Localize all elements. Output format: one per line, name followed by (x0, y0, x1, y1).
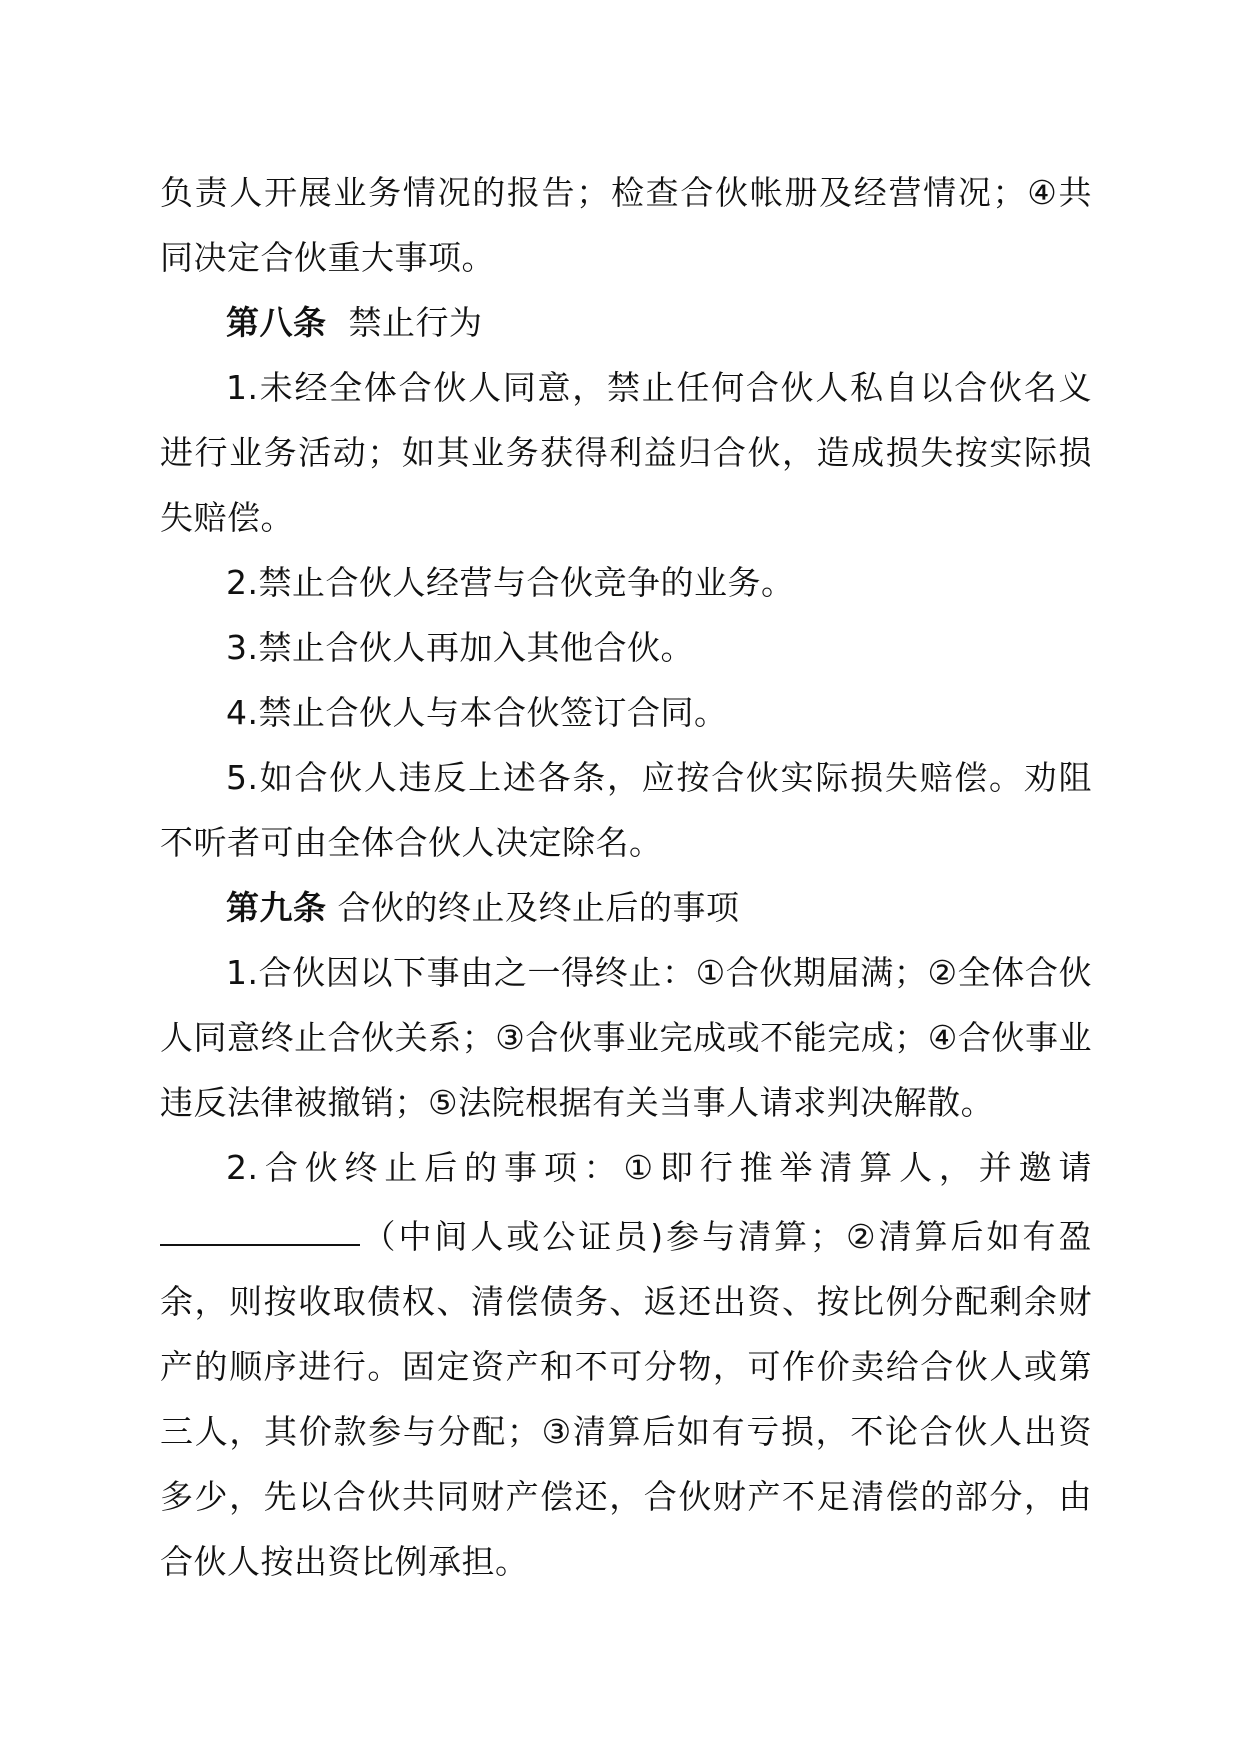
article-9-item-2 (160, 1135, 1092, 1594)
article-9-item-2-text-a: 2.合伙终止后的事项：①即行推举清算人，并邀请 (226, 1148, 1092, 1187)
article-9-item-2-text-b: （中间人或公证员)参与清算；②清算后如有盈余，则按收取债权、清偿债务、返还出资、按比例分配剩余财产的顺序进行。固定资产和不可分物，可作价卖给合伙人或第三人，其价款参与分配；③清算后如有亏损，不论合伙人出资多少，先以合伙共同财产偿还，合伙财产不足清偿的部分，由合伙人按出资比例承担。 (160, 1217, 1092, 1581)
fill-in-blank-line (160, 1198, 294, 1246)
document-page (160, 160, 1092, 1594)
article-9-title: 合伙的终止及终止后的事项 (337, 888, 740, 927)
article-8-item-2: 2.禁止合伙人经营与合伙竞争的业务。 (226, 563, 795, 602)
article-9-item-1: 1.合伙因以下事由之一得终止：①合伙期届满；②全体合伙人同意终止合伙关系；③合伙事业完成或不能完成；④合伙事业违反法律被撤销；⑤法院根据有关当事人请求判决解散。 (160, 953, 1092, 1122)
fill-in-blank-line-continued (294, 1198, 360, 1246)
article-8-number: 第八条 (226, 303, 327, 342)
article-8-item-5: 5.如合伙人违反上述各条，应按合伙实际损失赔偿。劝阻不听者可由全体合伙人决定除名。 (160, 758, 1092, 862)
article-8-heading (160, 290, 1092, 355)
continuation-paragraph: 负责人开展业务情况的报告；检查合伙帐册及经营情况；④共同决定合伙重大事项。 (160, 173, 1092, 277)
article-9-heading (160, 875, 1092, 940)
article-8-item-1: 1.未经全体合伙人同意，禁止任何合伙人私自以合伙名义进行业务活动；如其业务获得利益归合伙，造成损失按实际损失赔偿。 (160, 368, 1092, 537)
article-8-item-4: 4.禁止合伙人与本合伙签订合同。 (226, 693, 728, 732)
article-8-item-3: 3.禁止合伙人再加入其他合伙。 (226, 628, 694, 667)
article-8-title: 禁止行为 (348, 303, 483, 342)
article-9-number: 第九条 (226, 888, 327, 927)
